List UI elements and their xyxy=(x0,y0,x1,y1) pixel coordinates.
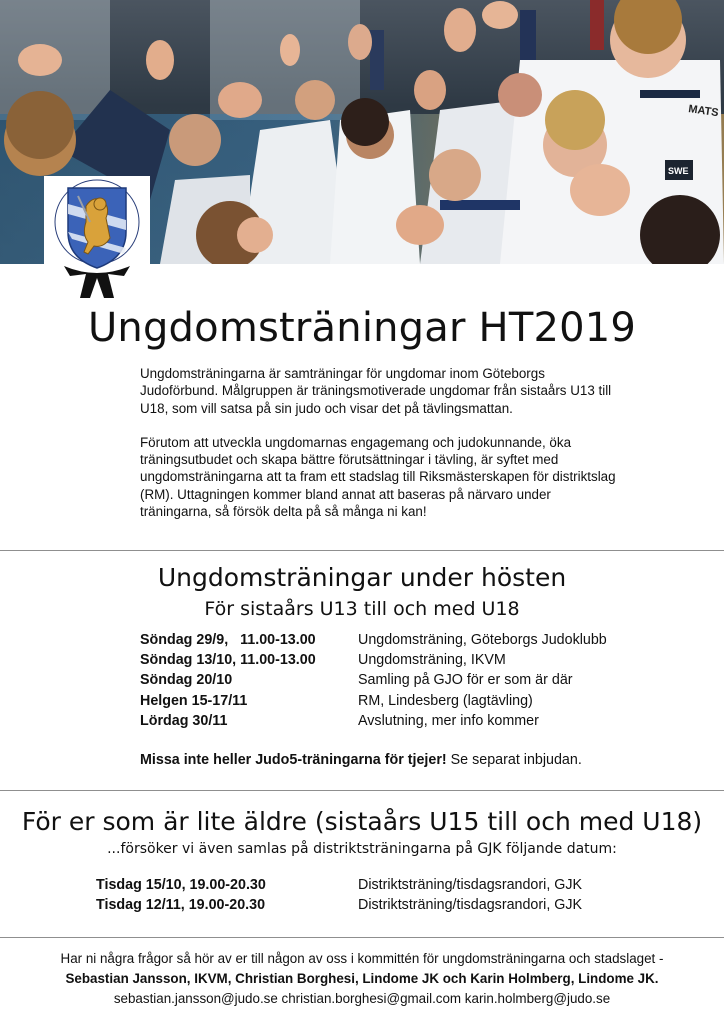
schedule-date: Söndag 20/10 xyxy=(140,672,233,689)
intro-paragraph-2: Förutom att utveckla ungdomarnas engagemang och judokunnande, öka träningsutbudet och skapa bättre förutsättningar i tävling, är syftet med ungdomsträningarna att ta fram ett stadslag till Riksmästerskapen för distriktslag (RM). Uttagningen kommer bland annat att baseras på närvaro under träningarna, så försök delta på så många ni kan! xyxy=(140,434,616,520)
schedule-row xyxy=(140,711,700,731)
footer-question-line: Har ni några frågor så hör av er till någon av oss i kommittén för ungdomsträningarna och stadslaget - xyxy=(60,951,664,966)
schedule-date: Helgen 15-17/11 xyxy=(140,692,248,709)
schedule-activity: Avslutning, mer info kommer xyxy=(358,712,539,729)
schedule-date: Tisdag 12/11, 19.00-20.30 xyxy=(96,897,266,914)
schedule-date: Söndag 29/9, 11.00-13.00 xyxy=(140,632,316,648)
judo5-note-rest: Se separat inbjudan. xyxy=(446,752,582,768)
page-title: Ungdomsträningar HT2019 xyxy=(87,305,637,351)
intro-text xyxy=(140,365,620,520)
footer-contact-names: Sebastian Jansson, IKVM, Christian Borghesi, Lindome JK och Karin Holmberg, Lindome JK. xyxy=(65,971,659,986)
judo5-note xyxy=(140,750,700,770)
schedule-row xyxy=(140,670,700,690)
schedule-date: Tisdag 15/10, 19.00-20.30 xyxy=(96,877,266,893)
svg-text:MATS: MATS xyxy=(687,103,720,120)
autumn-section-subtitle: För sistaårs U13 till och med U18 xyxy=(204,598,520,620)
section-divider xyxy=(0,790,724,791)
autumn-schedule xyxy=(140,630,700,731)
schedule-row xyxy=(96,895,696,915)
autumn-section-title: Ungdomsträningar under hösten xyxy=(157,563,567,592)
district-schedule xyxy=(96,875,696,915)
schedule-activity: Ungdomsträning, IKVM xyxy=(358,652,506,669)
contact-footer xyxy=(0,949,724,1009)
intro-paragraph-1: Ungdomsträningarna är samträningar för ungdomar inom Göteborgs Judoförbund. Målgruppen är träningsmotiverade ungdomar från sistaårs U13 till U18, som vill satsa på sin judo och visar det på tävlingsmattan. xyxy=(140,366,612,416)
schedule-activity: Samling på GJO för er som är där xyxy=(358,672,573,689)
schedule-date: Lördag 30/11 xyxy=(140,712,228,729)
schedule-row xyxy=(140,630,700,650)
goteborgs-judoforbund-logo xyxy=(44,176,150,300)
section-divider xyxy=(0,550,724,551)
schedule-activity: Ungdomsträning, Göteborgs Judoklubb xyxy=(358,632,607,648)
schedule-row xyxy=(140,650,700,670)
schedule-activity: RM, Lindesberg (lagtävling) xyxy=(358,692,533,709)
judo5-note-highlight: Missa inte heller Judo5-träningarna för tjejer! xyxy=(140,752,447,768)
schedule-activity: Distriktsträning/tisdagsrandori, GJK xyxy=(358,877,583,893)
older-section-subtitle: ...försöker vi även samlas på distriktsträningarna på GJK följande datum: xyxy=(107,841,617,857)
section-divider xyxy=(0,937,724,938)
footer-email-addresses[interactable]: sebastian.jansson@judo.se christian.borghesi@gmail.com karin.holmberg@judo.se xyxy=(113,991,611,1006)
older-section-title: För er som är lite äldre (sistaårs U15 till och med U18) xyxy=(21,807,703,836)
schedule-row xyxy=(96,875,696,895)
schedule-activity: Distriktsträning/tisdagsrandori, GJK xyxy=(358,897,583,914)
svg-text:SWE: SWE xyxy=(668,166,689,176)
schedule-date: Söndag 13/10, 11.00-13.00 xyxy=(140,652,316,669)
schedule-row xyxy=(140,691,700,711)
